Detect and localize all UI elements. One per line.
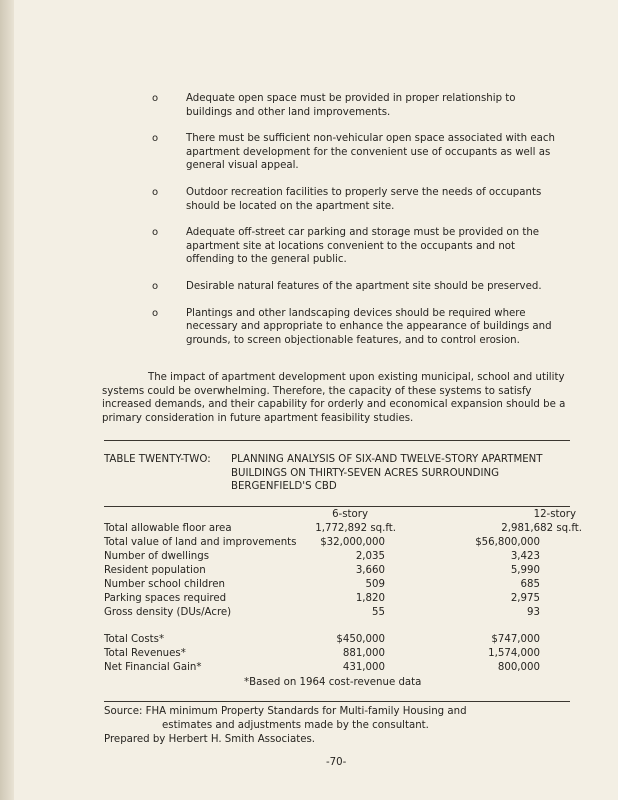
list-item [152, 280, 562, 294]
cell-12-story: 800,000 [497, 662, 540, 673]
cell-12-story: $56,800,000 [475, 537, 540, 548]
cell-6-story: 431,000 [342, 662, 385, 673]
column-header-12-story: 12-story [533, 509, 576, 520]
cell-12-story: 685 [520, 579, 540, 590]
table-footnote: *Based on 1964 cost-revenue data [244, 677, 422, 688]
cell-6-story: 3,660 [355, 565, 385, 576]
list-item [152, 132, 562, 173]
bullet-mark: o [152, 133, 159, 145]
cell-12-story: $747,000 [491, 634, 540, 645]
cell-6-story: 1,820 [355, 593, 385, 604]
bullet-mark: o [152, 307, 159, 319]
row-label: Total value of land and improvements [104, 537, 297, 548]
cell-6-story: $32,000,000 [320, 537, 385, 548]
source-line: Source: FHA minimum Property Standards for Multi-family Housing and [104, 706, 467, 717]
table-title: PLANNING ANALYSIS OF SIX-AND TWELVE-STORY APARTMENT BUILDINGS ON THIRTY-SEVEN ACRES SURROUNDING BERGENFIELD'S CBD [231, 454, 543, 493]
row-label: Parking spaces required [104, 593, 227, 604]
source-line: estimates and adjustments made by the consultant. [162, 720, 429, 731]
bullet-text: There must be sufficient non-vehicular open space associated with each apartment development for the convenient use of occupants as well as general visual appeal. [186, 133, 555, 172]
cell-6-story: 55 [372, 607, 385, 618]
cell-12-story: 2,981,682 sq.ft. [501, 523, 582, 534]
row-label: Number school children [104, 579, 225, 590]
list-item [152, 226, 562, 267]
row-label: Gross density (DUs/Acre) [104, 607, 232, 618]
list-item [152, 186, 562, 213]
cell-12-story: 1,574,000 [488, 648, 540, 659]
bullet-text: Desirable natural features of the apartment site should be preserved. [186, 280, 542, 292]
row-label: Resident population [104, 565, 206, 576]
row-label: Number of dwellings [104, 551, 210, 562]
source-note [104, 705, 574, 747]
bullet-list [152, 92, 562, 360]
cell-6-story: $450,000 [336, 634, 385, 645]
row-label: Total Revenues* [104, 648, 186, 659]
cell-12-story: 93 [527, 607, 540, 618]
bullet-mark: o [152, 280, 159, 292]
list-item [152, 92, 562, 119]
body-paragraph: The impact of apartment development upon existing municipal, school and utility systems could be overwhelming. Therefore, the capacity of these systems to satisfy increased demands, and their capability for orderly and economical expansion should be a primary consideration in future apartment feasibility studies. [102, 372, 566, 424]
bullet-text: Adequate off-street car parking and storage must be provided on the apartment site at locations convenient to the occupants and not offending to the general public. [186, 227, 540, 266]
bullet-mark: o [152, 227, 159, 239]
divider [104, 701, 570, 702]
credit-line: Prepared by Herbert H. Smith Associates. [104, 734, 316, 745]
cell-12-story: 3,423 [510, 551, 540, 562]
cell-12-story: 2,975 [510, 593, 540, 604]
cell-6-story: 2,035 [355, 551, 385, 562]
cell-6-story: 881,000 [342, 648, 385, 659]
page-number: -70- [326, 757, 347, 768]
bullet-text: Outdoor recreation facilities to properly serve the needs of occupants should be located on the apartment site. [186, 186, 542, 212]
row-label: Net Financial Gain* [104, 662, 202, 673]
row-label: Total allowable floor area [104, 523, 232, 534]
cell-6-story: 1,772,892 sq.ft. [315, 523, 396, 534]
bullet-mark: o [152, 186, 159, 198]
cell-6-story: 509 [365, 579, 385, 590]
row-label: Total Costs* [104, 634, 165, 645]
bullet-text: Adequate open space must be provided in proper relationship to buildings and other land improvements. [186, 93, 516, 118]
cell-12-story: 5,990 [510, 565, 540, 576]
list-item [152, 307, 562, 348]
table-label: TABLE TWENTY-TWO: [104, 454, 211, 465]
column-header-6-story: 6-story [332, 509, 368, 520]
bullet-text: Plantings and other landscaping devices should be required where necessary and appropriate to enhance the appearance of buildings and grounds, to screen objectionable features, and to control erosion. [186, 307, 552, 346]
bullet-mark: o [152, 93, 159, 104]
divider [104, 440, 570, 441]
divider [104, 506, 570, 507]
